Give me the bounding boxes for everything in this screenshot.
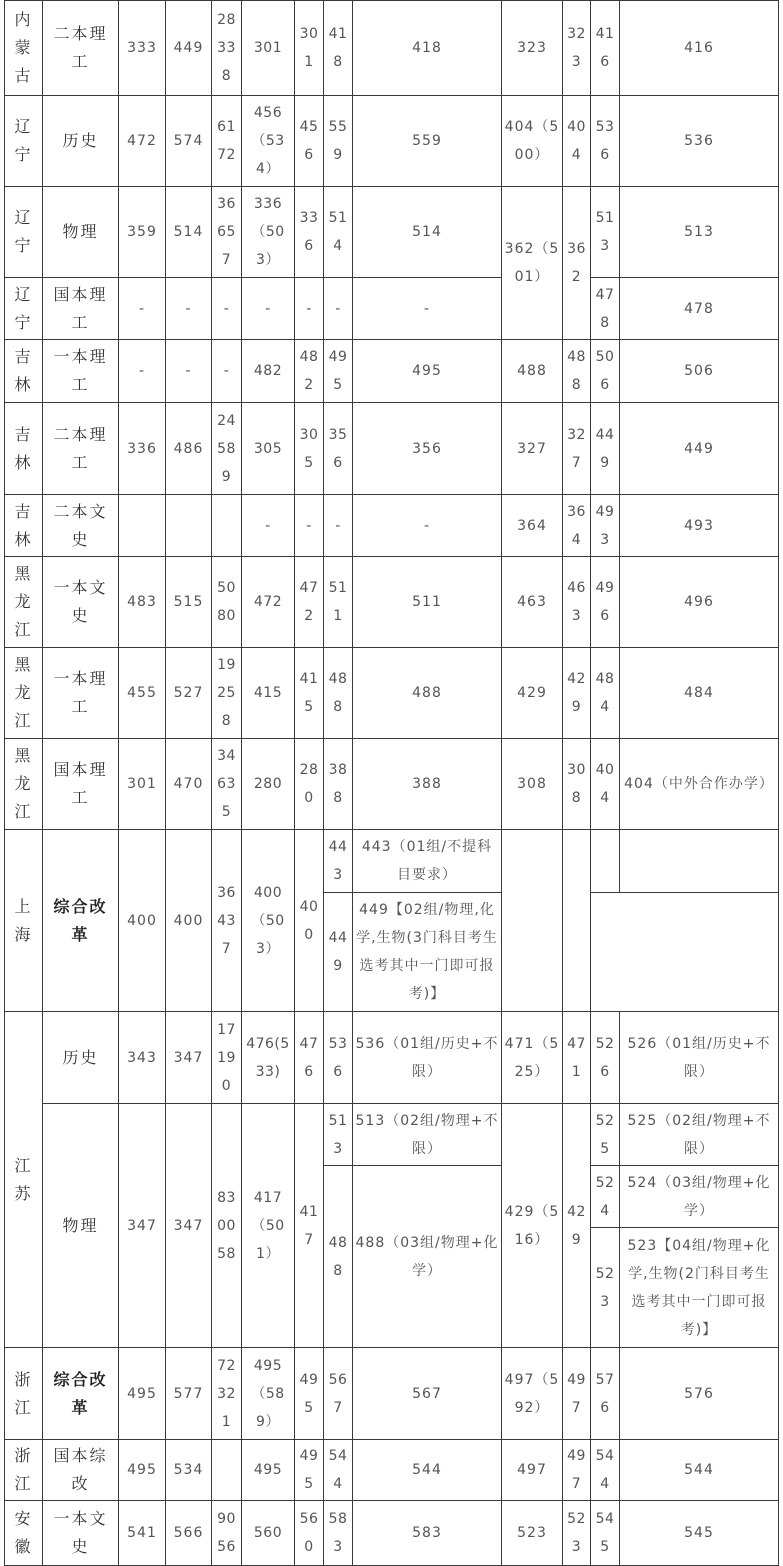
category-cell: 物理 xyxy=(42,186,119,278)
score-cell-c11: 544 xyxy=(590,1439,620,1501)
score-cell-c6: 280 xyxy=(294,738,324,830)
score-cell-c2: - xyxy=(118,277,166,340)
score-cell-c5: 301 xyxy=(241,0,295,96)
score-cell-c7: 567 xyxy=(323,1347,353,1440)
category-cell: 一本文史 xyxy=(42,1500,119,1566)
score-cell-c12: 416 xyxy=(619,0,779,96)
score-cell-c7: 559 xyxy=(323,95,353,187)
score-cell-c6: 415 xyxy=(294,647,324,739)
score-cell-c6: 560 xyxy=(294,1500,324,1566)
score-cell-c4: 6172 xyxy=(211,95,242,187)
score-cell-c10: 523 xyxy=(562,1500,591,1566)
score-cell-w4: 830058 xyxy=(211,1103,242,1348)
category-cell: 历史 xyxy=(42,95,119,187)
score-cell-c2: 333 xyxy=(118,0,166,96)
score-cell-c9: 497 xyxy=(501,1439,563,1501)
score-cell-l4: 17190 xyxy=(211,1011,242,1104)
score-cell-c11: 576 xyxy=(590,1347,620,1440)
score-cell-c4: 34635 xyxy=(211,738,242,830)
score-cell-c12: 404（中外合作办学） xyxy=(619,738,779,830)
score-cell-c11: 449 xyxy=(590,402,620,495)
score-cell-c6: 301 xyxy=(294,0,324,96)
score-cell-c7: 356 xyxy=(323,402,353,495)
score-cell-c5: 495（589） xyxy=(241,1347,295,1440)
category-cell: 二本文史 xyxy=(42,494,119,557)
province-cell: 黑龙江 xyxy=(4,556,43,648)
province-cell: 浙江 xyxy=(4,1439,43,1501)
score-cell-c2: - xyxy=(118,339,166,403)
score-cell-c10: 497 xyxy=(562,1347,591,1440)
score-cell-c9: 523 xyxy=(501,1500,563,1566)
score-cell-c11: 484 xyxy=(590,647,620,739)
score-cell-c5: 482 xyxy=(241,339,295,403)
score-cell-c2: 400 xyxy=(118,829,166,1012)
category-cell: 一本理工 xyxy=(42,339,119,403)
score-cell-c12: 496 xyxy=(619,556,779,648)
score-cell-c5: 560 xyxy=(241,1500,295,1566)
score-cell-c6: 495 xyxy=(294,1439,324,1501)
score-cell-c5: 472 xyxy=(241,556,295,648)
score-cell-c10: 308 xyxy=(562,738,591,830)
score-cell-c12: 478 xyxy=(619,277,779,340)
score-cell-c4: 19258 xyxy=(211,647,242,739)
score-cell-c10: 429 xyxy=(562,647,591,739)
category-cell: 一本文史 xyxy=(42,556,119,648)
score-cell-c3: 527 xyxy=(165,647,212,739)
score-cell-c9: 429 xyxy=(501,647,563,739)
score-cell-c12: 545 xyxy=(619,1500,779,1566)
score-cell-c2: 495 xyxy=(118,1439,166,1501)
score-cell-c7: 583 xyxy=(323,1500,353,1566)
score-cell-w9: 429（516） xyxy=(501,1103,563,1348)
score-cell-c8: 443（01组/不提科目要求） xyxy=(352,829,502,893)
score-cell-c8: 388 xyxy=(352,738,502,830)
score-cell-c11: 493 xyxy=(590,494,620,557)
score-cell-c2: 472 xyxy=(118,95,166,187)
score-cell-c3: 470 xyxy=(165,738,212,830)
category-cell: 二本理工 xyxy=(42,402,119,495)
province-cell: 浙江 xyxy=(4,1347,43,1440)
score-cell-c10: 327 xyxy=(562,402,591,495)
category-cell: 综合改革 xyxy=(42,1347,119,1440)
score-cell-c2: 483 xyxy=(118,556,166,648)
score-cell-c8: 567 xyxy=(352,1347,502,1440)
score-cell-c12: 493 xyxy=(619,494,779,557)
score-cell-c6: 495 xyxy=(294,1347,324,1440)
score-cell-c7: 495 xyxy=(323,339,353,403)
score-cell-c4: 28338 xyxy=(211,0,242,96)
province-cell: 吉林 xyxy=(4,402,43,495)
score-cell-w10: 429 xyxy=(562,1103,591,1348)
score-cell-c8: 559 xyxy=(352,95,502,187)
province-cell: 黑龙江 xyxy=(4,647,43,739)
score-cell-c9: 364 xyxy=(501,494,563,557)
province-cell: 上海 xyxy=(4,829,43,1012)
empty-cell xyxy=(590,829,620,893)
score-cell-l8: 536（01组/历史+不限） xyxy=(352,1011,502,1104)
score-cell-c7: 514 xyxy=(323,186,353,278)
score-cell-c4: 36657 xyxy=(211,186,242,278)
score-cell-c3: - xyxy=(165,339,212,403)
score-cell-c7: 544 xyxy=(323,1439,353,1501)
province-cell: 吉林 xyxy=(4,339,43,403)
score-cell-c3: 566 xyxy=(165,1500,212,1566)
category-cell: 国本理工 xyxy=(42,738,119,830)
score-cell-w12: 525（02组/物理+不限） xyxy=(619,1103,779,1166)
score-cell-c10: 404 xyxy=(562,95,591,187)
score-cell-c11: 416 xyxy=(590,0,620,96)
score-cell-w11: 523 xyxy=(590,1227,620,1348)
score-cell-c5: 456（534） xyxy=(241,95,295,187)
score-cell-w3: 347 xyxy=(165,1103,212,1348)
score-cell-l3: 347 xyxy=(165,1011,212,1104)
score-cell-w6: 417 xyxy=(294,1103,324,1348)
score-cell-c9: 323 xyxy=(501,0,563,96)
score-cell-c7: 449 xyxy=(323,892,353,1012)
empty-cell xyxy=(562,829,591,1012)
score-cell-c4 xyxy=(211,1439,242,1501)
province-cell: 辽宁 xyxy=(4,95,43,187)
score-cell-c5: 415 xyxy=(241,647,295,739)
score-cell-c12: 484 xyxy=(619,647,779,739)
score-cell-c12: 506 xyxy=(619,339,779,403)
score-cell-c4: - xyxy=(211,339,242,403)
score-cell-c2: 301 xyxy=(118,738,166,830)
score-cell-c4: 36437 xyxy=(211,829,242,1012)
score-cell-c8: 511 xyxy=(352,556,502,648)
score-cell-c12: 544 xyxy=(619,1439,779,1501)
score-cell-l12: 526（01组/历史+不限） xyxy=(619,1011,779,1104)
score-cell-c10: 463 xyxy=(562,556,591,648)
score-cell-c9: 463 xyxy=(501,556,563,648)
province-cell: 内蒙古 xyxy=(4,0,43,96)
score-cell-c12: 449 xyxy=(619,402,779,495)
empty-cell xyxy=(501,829,563,1012)
score-cell-c5: 336（503） xyxy=(241,186,295,278)
score-cell-c8: 418 xyxy=(352,0,502,96)
score-cell-c4: - xyxy=(211,277,242,340)
province-cell: 辽宁 xyxy=(4,277,43,340)
province-cell: 江苏 xyxy=(4,1011,43,1348)
province-cell: 辽宁 xyxy=(4,186,43,278)
score-cell-l7: 536 xyxy=(323,1011,353,1104)
score-cell-c9: 404（500） xyxy=(501,95,563,187)
score-cell-w5: 417（501） xyxy=(241,1103,295,1348)
score-cell-c10: 497 xyxy=(562,1439,591,1501)
score-cell-c9: 327 xyxy=(501,402,563,495)
category-cell: 国本综改 xyxy=(42,1439,119,1501)
score-cell-c11: 478 xyxy=(590,277,620,340)
score-cell-w7: 488 xyxy=(323,1165,353,1348)
score-cell-c5: 280 xyxy=(241,738,295,830)
score-cell-c3: 400 xyxy=(165,829,212,1012)
score-cell-c8: 544 xyxy=(352,1439,502,1501)
score-cell-c2: 359 xyxy=(118,186,166,278)
score-cell-l2: 343 xyxy=(118,1011,166,1104)
score-cell-c9: 488 xyxy=(501,339,563,403)
score-cell-c6: - xyxy=(294,277,324,340)
score-cell-c3: 449 xyxy=(165,0,212,96)
score-cell-c12: 536 xyxy=(619,95,779,187)
score-cell-c3: - xyxy=(165,277,212,340)
score-cell-c9: 362（501） xyxy=(501,186,563,340)
score-cell-w2: 347 xyxy=(118,1103,166,1348)
score-cell-c5: - xyxy=(241,277,295,340)
score-cell-c8: 356 xyxy=(352,402,502,495)
category-cell: 二本理工 xyxy=(42,0,119,96)
score-cell-c11: 536 xyxy=(590,95,620,187)
score-cell-c7: 511 xyxy=(323,556,353,648)
score-cell-c7: - xyxy=(323,277,353,340)
score-cell-c7: 418 xyxy=(323,0,353,96)
score-cell-c4: 9056 xyxy=(211,1500,242,1566)
score-cell-c6: 336 xyxy=(294,186,324,278)
empty-cell xyxy=(590,892,779,1012)
score-cell-w12: 524（03组/物理+化学） xyxy=(619,1165,779,1228)
score-cell-c7: 488 xyxy=(323,647,353,739)
score-cell-c4 xyxy=(211,494,242,557)
score-cell-c9: 497（592） xyxy=(501,1347,563,1440)
score-cell-c11: 545 xyxy=(590,1500,620,1566)
category-cell: 国本理工 xyxy=(42,277,119,340)
score-cell-c10: 323 xyxy=(562,0,591,96)
score-cell-c7: 443 xyxy=(323,829,353,893)
score-cell-c11: 404 xyxy=(590,738,620,830)
score-cell-c2: 495 xyxy=(118,1347,166,1440)
score-cell-c3: 514 xyxy=(165,186,212,278)
score-cell-w7: 513 xyxy=(323,1103,353,1166)
score-cell-c10: 364 xyxy=(562,494,591,557)
score-cell-c6: 482 xyxy=(294,339,324,403)
score-cell-c8: 495 xyxy=(352,339,502,403)
score-cell-c9: 308 xyxy=(501,738,563,830)
score-cell-l10: 471 xyxy=(562,1011,591,1104)
score-cell-c3 xyxy=(165,494,212,557)
score-cell-c6: 456 xyxy=(294,95,324,187)
score-cell-w11: 525 xyxy=(590,1103,620,1166)
score-cell-c3: 515 xyxy=(165,556,212,648)
province-cell: 安徽 xyxy=(4,1500,43,1566)
score-cell-c5: 495 xyxy=(241,1439,295,1501)
score-cell-c8: - xyxy=(352,277,502,340)
score-cell-c5: - xyxy=(241,494,295,557)
category-cell: 一本理工 xyxy=(42,647,119,739)
empty-cell xyxy=(619,829,779,893)
score-cell-l5: 476(533) xyxy=(241,1011,295,1104)
score-cell-c4: 72321 xyxy=(211,1347,242,1440)
score-cell-l9: 471（525） xyxy=(501,1011,563,1104)
score-cell-c2: 541 xyxy=(118,1500,166,1566)
province-cell: 吉林 xyxy=(4,494,43,557)
score-cell-w8: 513（02组/物理+不限） xyxy=(352,1103,502,1166)
score-cell-c6: 400 xyxy=(294,829,324,1012)
score-cell-c8: 514 xyxy=(352,186,502,278)
score-cell-c11: 513 xyxy=(590,186,620,278)
score-cell-c11: 496 xyxy=(590,556,620,648)
score-cell-c8: 583 xyxy=(352,1500,502,1566)
category-cell: 历史 xyxy=(42,1011,119,1104)
score-cell-w8: 488（03组/物理+化学） xyxy=(352,1165,502,1348)
score-cell-c2 xyxy=(118,494,166,557)
score-cell-c6: 305 xyxy=(294,402,324,495)
score-cell-c12: 513 xyxy=(619,186,779,278)
score-cell-c4: 24589 xyxy=(211,402,242,495)
score-cell-c3: 574 xyxy=(165,95,212,187)
score-cell-l6: 476 xyxy=(294,1011,324,1104)
score-cell-l11: 526 xyxy=(590,1011,620,1104)
score-cell-c6: - xyxy=(294,494,324,557)
score-cell-c2: 336 xyxy=(118,402,166,495)
category-cell: 物理 xyxy=(42,1103,119,1348)
score-cell-c7: 388 xyxy=(323,738,353,830)
score-cell-w12: 523【04组/物理+化学,生物(2门科目考生选考其中一门即可报考)】 xyxy=(619,1227,779,1348)
score-cell-c4: 5080 xyxy=(211,556,242,648)
score-cell-c5: 400（503） xyxy=(241,829,295,1012)
score-cell-c12: 576 xyxy=(619,1347,779,1440)
score-cell-c2: 455 xyxy=(118,647,166,739)
score-cell-c10: 362 xyxy=(562,186,591,340)
score-cell-w11: 524 xyxy=(590,1165,620,1228)
score-cell-c5: 305 xyxy=(241,402,295,495)
score-cell-c6: 472 xyxy=(294,556,324,648)
score-cell-c3: 534 xyxy=(165,1439,212,1501)
score-cell-c3: 577 xyxy=(165,1347,212,1440)
score-cell-c7: - xyxy=(323,494,353,557)
score-cell-c10: 488 xyxy=(562,339,591,403)
province-cell: 黑龙江 xyxy=(4,738,43,830)
score-cell-c8: 488 xyxy=(352,647,502,739)
score-cell-c8: - xyxy=(352,494,502,557)
category-cell: 综合改革 xyxy=(42,829,119,1012)
score-cell-c8: 449【02组/物理,化学,生物(3门科目考生选考其中一门即可报考)】 xyxy=(352,892,502,1012)
score-cell-c3: 486 xyxy=(165,402,212,495)
score-cell-c11: 506 xyxy=(590,339,620,403)
